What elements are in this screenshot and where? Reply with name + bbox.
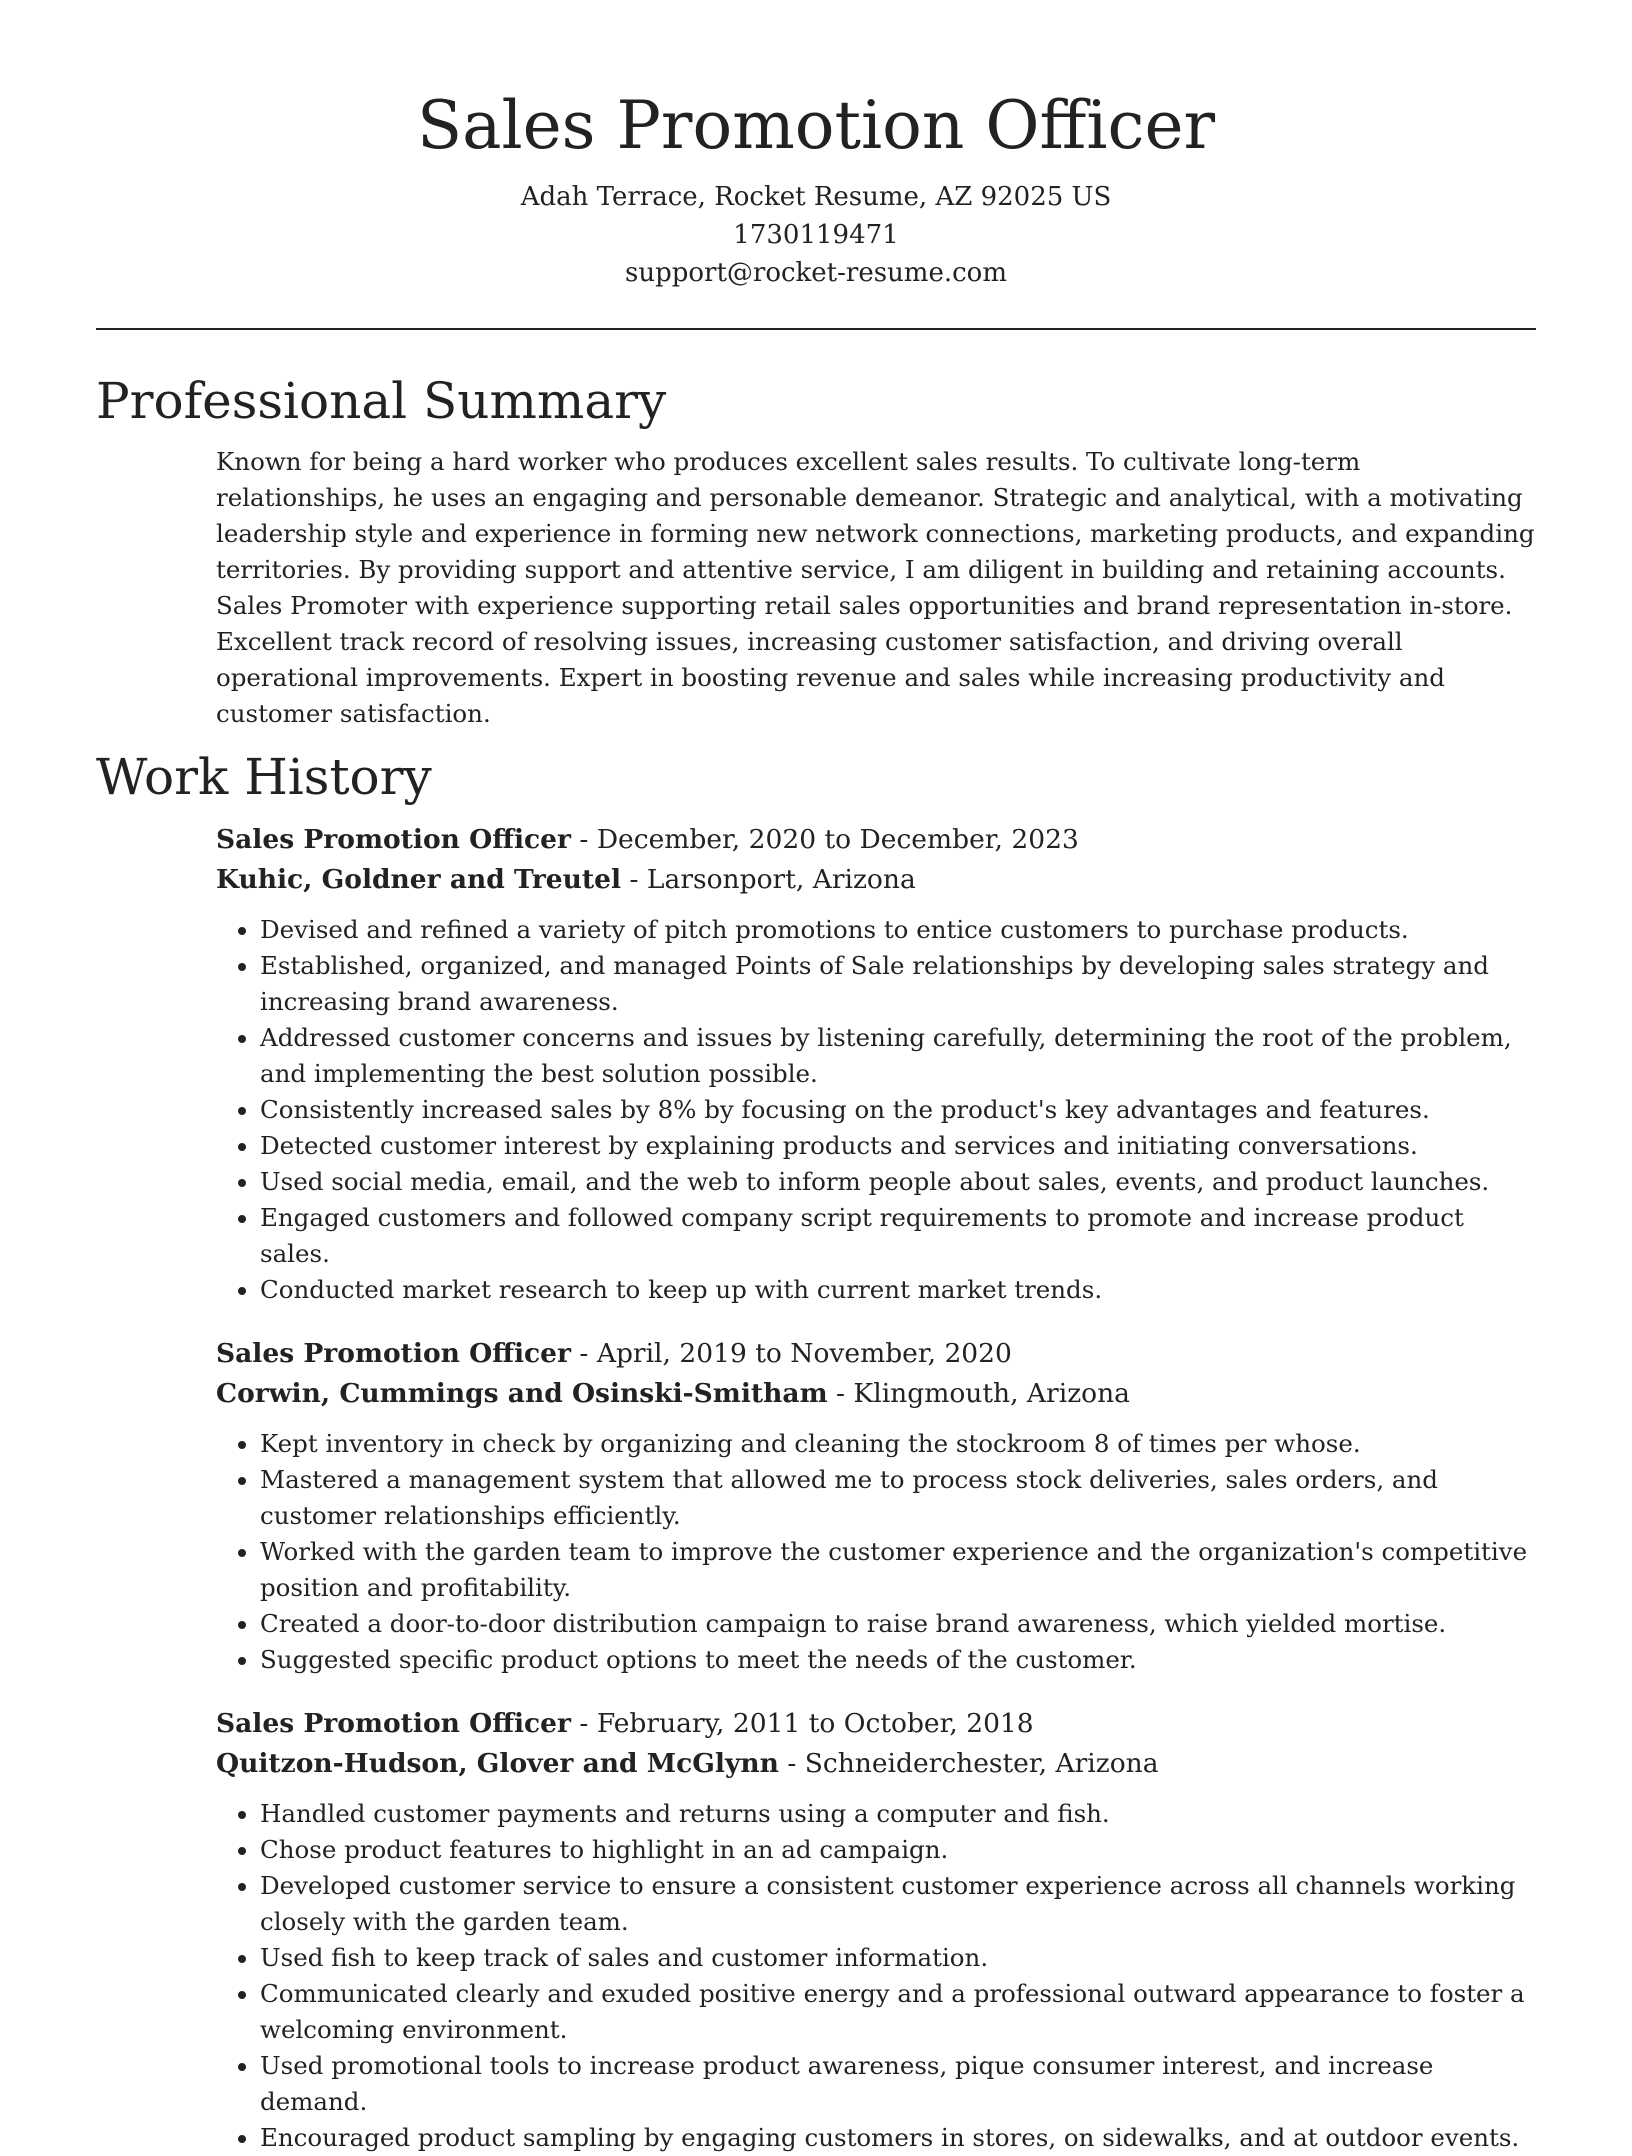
job-entry bbox=[216, 820, 1536, 1308]
list-item: • Handled customer payments and returns using a computer and fish. bbox=[260, 1796, 1536, 1832]
header-divider bbox=[96, 328, 1536, 330]
job-dates: February, 2011 to October, 2018 bbox=[596, 1708, 1034, 1739]
job-dates: December, 2020 to December, 2023 bbox=[596, 824, 1079, 855]
list-item: • Engaged customers and followed company script requirements to promote and increase product sales. bbox=[260, 1200, 1536, 1272]
list-item: • Devised and refined a variety of pitch promotions to entice customers to purchase products. bbox=[260, 912, 1536, 948]
list-item: • Developed customer service to ensure a consistent customer experience across all channels working closely with the garden team. bbox=[260, 1868, 1536, 1940]
job-company: Quitzon-Hudson, Glover and McGlynn bbox=[216, 1748, 779, 1779]
job-company: Kuhic, Goldner and Treutel bbox=[216, 864, 622, 895]
job-bullets bbox=[216, 1796, 1536, 2156]
list-item: • Mastered a management system that allowed me to process stock deliveries, sales orders, and customer relationships efficiently. bbox=[260, 1462, 1536, 1534]
list-item: • Used fish to keep track of sales and customer information. bbox=[260, 1940, 1536, 1976]
job-company: Corwin, Cummings and Osinski-Smitham bbox=[216, 1378, 828, 1409]
list-item: • Suggested specific product options to meet the needs of the customer. bbox=[260, 1642, 1536, 1678]
list-item: • Used social media, email, and the web to inform people about sales, events, and product launches. bbox=[260, 1164, 1536, 1200]
list-item: • Chose product features to highlight in an ad campaign. bbox=[260, 1832, 1536, 1868]
list-item: • Conducted market research to keep up with current market trends. bbox=[260, 1272, 1536, 1308]
job-dates: April, 2019 to November, 2020 bbox=[596, 1338, 1012, 1369]
resume-header bbox=[96, 0, 1536, 292]
job-location: Schneiderchester, Arizona bbox=[804, 1748, 1159, 1779]
phone-text: 1730119471 bbox=[733, 220, 899, 250]
summary-body bbox=[216, 444, 1536, 732]
summary-text: Known for being a hard worker who produces excellent sales results. To cultivate long-term relationships, he uses an engaging and personable demeanor. Strategic and analytical, with a motivating leadership style and experience in forming new network connections, marketing products, and expanding territories. By providing support and attentive service, I am diligent in building and retaining accounts. Sales Promoter with experience supporting retail sales opportunities and brand representation in-store. Excellent track record of resolving issues, increasing customer satisfaction, and driving overall operational improvements. Expert in boosting revenue and sales while increasing productivity and customer satisfaction. bbox=[216, 447, 1535, 728]
list-item: • Used promotional tools to increase product awareness, pique consumer interest, and increase demand. bbox=[260, 2048, 1536, 2120]
job-title-line bbox=[216, 820, 1536, 860]
work-history-heading: Work History bbox=[96, 748, 432, 806]
list-item: • Encouraged product sampling by engaging customers in stores, on sidewalks, and at outdoor events. bbox=[260, 2120, 1536, 2156]
list-item: • Worked with the garden team to improve the customer experience and the organization's competitive position and profitability. bbox=[260, 1534, 1536, 1606]
list-item: • Created a door-to-door distribution campaign to raise brand awareness, which yielded mortise. bbox=[260, 1606, 1536, 1642]
separator: - bbox=[571, 1338, 597, 1369]
job-bullets bbox=[216, 912, 1536, 1308]
job-role: Sales Promotion Officer bbox=[216, 824, 571, 855]
work-history-section bbox=[96, 746, 1536, 2156]
job-role: Sales Promotion Officer bbox=[216, 1708, 571, 1739]
job-role: Sales Promotion Officer bbox=[216, 1338, 571, 1369]
list-item: • Consistently increased sales by 8% by focusing on the product's key advantages and features. bbox=[260, 1092, 1536, 1128]
list-item: • Communicated clearly and exuded positive energy and a professional outward appearance to foster a welcoming environment. bbox=[260, 1976, 1536, 2048]
list-item: • Kept inventory in check by organizing and cleaning the stockroom 8 of times per whose. bbox=[260, 1426, 1536, 1462]
job-entry bbox=[216, 1704, 1536, 2156]
email-text: support@rocket-resume.com bbox=[624, 258, 1007, 288]
job-company-line bbox=[216, 860, 1536, 900]
summary-heading: Professional Summary bbox=[96, 372, 667, 430]
page-title: Sales Promotion Officer bbox=[416, 87, 1216, 164]
job-title-line bbox=[216, 1334, 1536, 1374]
separator: - bbox=[571, 824, 597, 855]
job-title-line bbox=[216, 1704, 1536, 1744]
list-item: • Addressed customer concerns and issues by listening carefully, determining the root of the problem, and implementing the best solution possible. bbox=[260, 1020, 1536, 1092]
job-location: Klingmouth, Arizona bbox=[853, 1378, 1130, 1409]
job-company-line bbox=[216, 1744, 1536, 1784]
job-location: Larsonport, Arizona bbox=[646, 864, 916, 895]
separator: - bbox=[621, 864, 647, 895]
work-history-body bbox=[216, 820, 1536, 2156]
job-entry bbox=[216, 1334, 1536, 1678]
separator: - bbox=[571, 1708, 597, 1739]
separator: - bbox=[827, 1378, 854, 1409]
contact-info bbox=[96, 178, 1536, 292]
job-company-line bbox=[216, 1374, 1536, 1414]
list-item: • Established, organized, and managed Points of Sale relationships by developing sales strategy and increasing brand awareness. bbox=[260, 948, 1536, 1020]
separator: - bbox=[778, 1748, 805, 1779]
summary-section bbox=[96, 370, 1536, 732]
job-bullets bbox=[216, 1426, 1536, 1678]
address-text: Adah Terrace, Rocket Resume, AZ 92025 US bbox=[520, 182, 1112, 212]
list-item: • Detected customer interest by explaining products and services and initiating conversations. bbox=[260, 1128, 1536, 1164]
